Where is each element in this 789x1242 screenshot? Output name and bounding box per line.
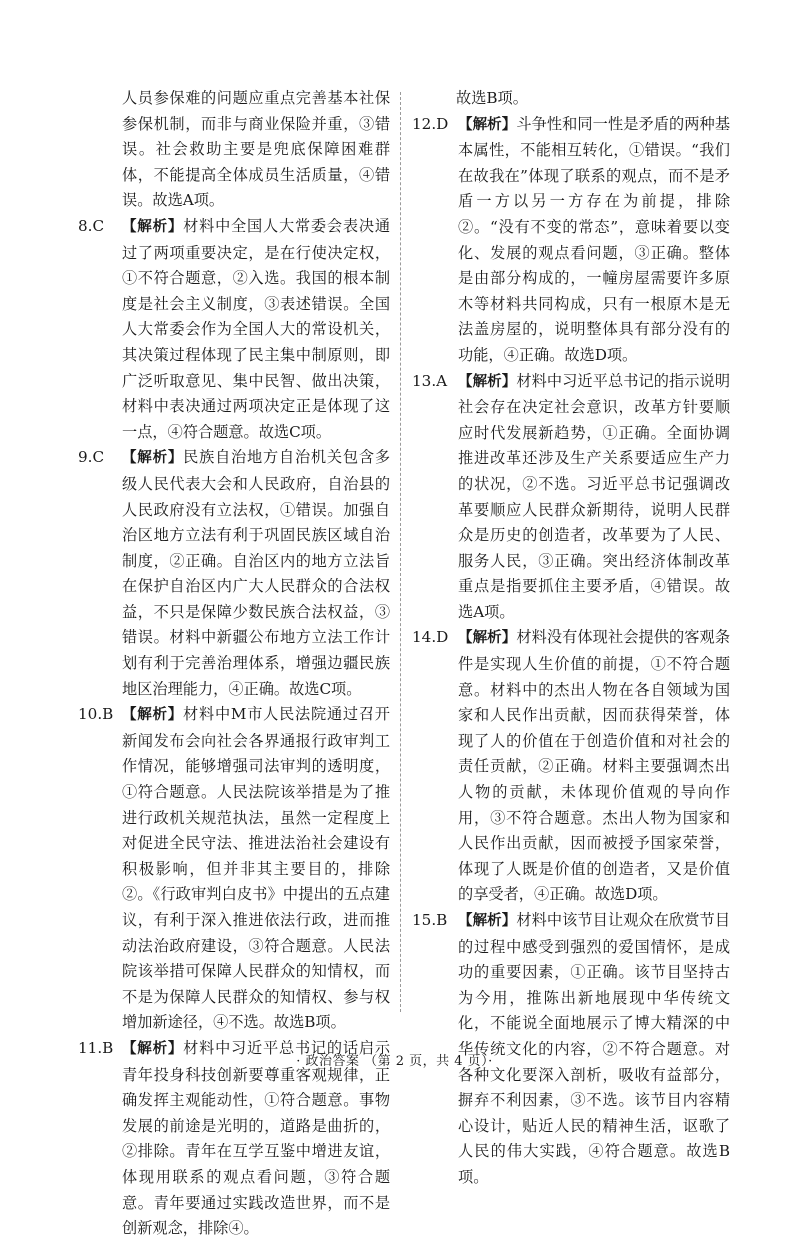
answer-choice: B xyxy=(102,705,114,724)
answer-text: 材料中习近平总书记的指示说明社会存在决定社会意识，改革方针要顺应时代发展新趋势，①正确。全面协调推进改革还涉及生产关系要适应生产力的状况，②不选。习近平总书记强调改革要顺应人民群众新期待，说明人民群众是历史的创造者，改革要为了人民、服务人民，③正确。突出经济体制改革重点是指要抓住主要矛盾，④错误。故选A项。 xyxy=(458,371,731,621)
page-footer: · 政治答案 （第 2 页，共 4 页）· xyxy=(296,1054,493,1069)
analysis-tag: 【解析】 xyxy=(458,913,517,929)
analysis-tag: 【解析】 xyxy=(122,450,184,467)
answer-choice: D xyxy=(436,628,449,647)
question-number: 13. xyxy=(412,371,437,390)
answer-item xyxy=(78,445,390,702)
answer-text: 材料中习近平总书记的话启示青年投身科技创新要尊重客观规律，正确发挥主观能动性，①符合题意。事物发展的前途是光明的，道路是曲折的，②排除。青年在互学互鉴中增进友谊，体现用联系的观点看问题，③符合题意。青年要通过实践改造世界，而不是创新观念，排除④。 xyxy=(122,1038,390,1238)
answer-item xyxy=(78,702,390,1036)
answer-7-continuation: 人员参保难的问题应重点完善基本社保参保机制，而非与商业保险并重，③错误。社会救助主要是兜底保障困难群体，不能提高全体成员生活质量，④错误。故选A项。 xyxy=(122,89,390,210)
answer-choice: C xyxy=(92,448,105,467)
analysis-tag: 【解析】 xyxy=(122,218,184,235)
column-divider xyxy=(400,92,401,1012)
question-number: 14. xyxy=(412,628,437,647)
question-number: 8. xyxy=(78,216,93,235)
answer-text: 材料中M市人民法院通过召开新闻发布会向社会各界通报行政审判工作情况，能够增强司法审判的透明度，①符合题意。人民法院该举措是为了推进行政机关规范执法，虽然一定程度上对促进全民守法、推进法治社会建设有积极影响，但并非其主要目的，排除②。《行政审判白皮书》中提出的五点建议，有利于深入推进依法行政，进而推动法治政府建设，③符合题意。人民法院该举措可保障人民群众的知情权，而不是为保障人民群众的知情权、参与权增加新途径，④不选。故选B项。 xyxy=(122,705,390,1032)
answer-text: 材料中该节目让观众在欣赏节目的过程中感受到强烈的爱国情怀，是成功的重要因素，①正确。该节目坚持古为今用，推陈出新地展现中华传统文化，不能说全面地展示了博大精深的中华传统文化的内容，②不符合题意。对各种文化要深入剖析，吸收有益部分，摒弃不利因素，③不选。该节目内容精心设计，贴近人民的精神生活，讴歌了人民的伟大实践，④符合题意。故选B项。 xyxy=(458,911,731,1186)
answer-choice: A xyxy=(436,371,448,390)
analysis-tag: 【解析】 xyxy=(458,116,517,133)
answer-11-continuation: 故选B项。 xyxy=(456,89,528,107)
answer-text: 民族自治地方自治机关包含多级人民代表大会和人民政府，自治县的人民政府没有立法权，①错误。加强自治区地方立法有利于巩固民族区域自治制度，②正确。自治区内的地方立法旨在保护自治区内广大人民群众的合法权益，不只是保障少数民族合法权益，③错误。材料中新疆公布地方立法工作计划有利于完善治理体系，增强边疆民族地区治理能力，④正确。故选C项。 xyxy=(122,448,390,698)
answer-choice: D xyxy=(436,114,449,133)
answer-text: 材料没有体现社会提供的客观条件是实现人生价值的前提，①不符合题意。材料中的杰出人物在各自领域为国家和人民作出贡献，因而获得荣誉，体现了人的价值在于创造价值和对社会的责任贡献，②正确。材料主要强调杰出人物的贡献，未体现价值观的导向作用，③不符合题意。杰出人物为国家和人民作出贡献，因而被授予国家荣誉，体现了人既是价值的创造者，又是价值的享受者，④正确。故选D项。 xyxy=(458,628,731,904)
answer-item xyxy=(78,214,390,445)
analysis-tag: 【解析】 xyxy=(122,707,184,724)
question-number: 12. xyxy=(412,114,437,133)
analysis-tag: 【解析】 xyxy=(458,630,517,647)
answer-item xyxy=(412,112,730,369)
analysis-tag: 【解析】 xyxy=(458,373,517,390)
answer-choice: B xyxy=(436,911,448,929)
answer-choice: B xyxy=(102,1038,114,1057)
answer-item xyxy=(412,369,730,626)
answer-text: 材料中全国人大常委会表决通过了两项重要决定，是在行使决定权，①不符合题意，②入选。我国的根本制度是社会主义制度，③表述错误。全国人大常委会作为全国人大的常设机关，其决策过程体现了民主集中制原则，即广泛听取意见、集中民智、做出决策，材料中表决通过两项决定正是体现了这一点，④符合题意。故选C项。 xyxy=(122,216,390,441)
answer-item xyxy=(412,625,730,908)
question-number: 15. xyxy=(412,911,437,929)
answer-choice: C xyxy=(92,216,105,235)
question-number: 10. xyxy=(78,705,103,724)
right-column xyxy=(412,86,730,1191)
question-number: 9. xyxy=(78,448,93,467)
answer-text: 斗争性和同一性是矛盾的两种基本属性，不能相互转化，①错误。“我们在故我在”体现了联系的观点，而不是矛盾一方以另一方存在为前提，排除②。“没有不变的常态”，意味着要以变化、发展的观点看问题，③正确。整体是由部分构成的，一幢房屋需要许多原木等材料共同构成，只有一根原木是无法盖房屋的，说明整体具有部分没有的功能，④正确。故选D项。 xyxy=(458,114,731,364)
analysis-tag: 【解析】 xyxy=(122,1040,184,1057)
question-number: 11. xyxy=(78,1038,103,1057)
